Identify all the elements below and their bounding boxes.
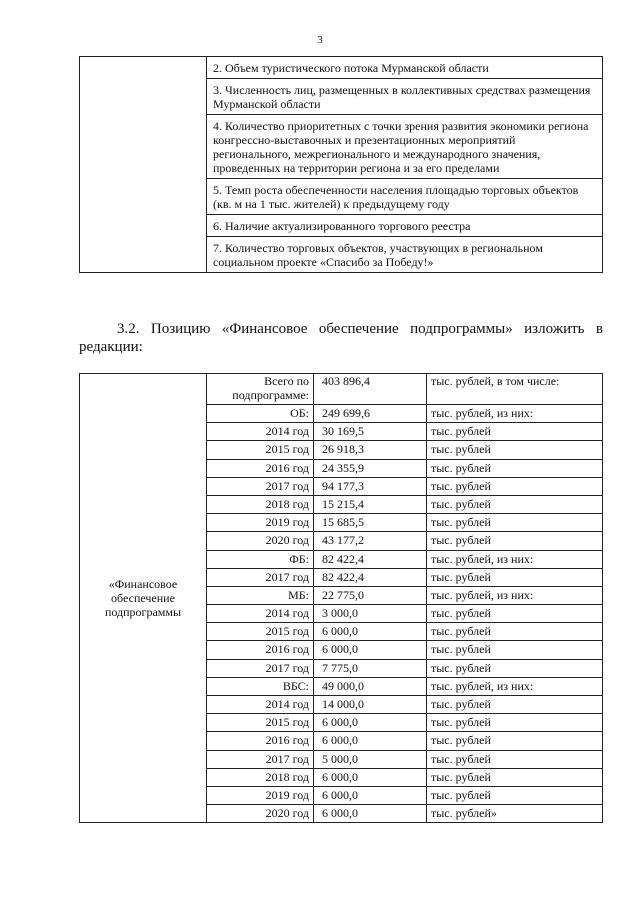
finance-amount: 3 000,0 bbox=[314, 605, 427, 623]
finance-unit: тыс. рублей bbox=[427, 750, 603, 768]
finance-period: 2018 год bbox=[207, 495, 314, 513]
section-paragraph: 3.2. Позицию «Финансовое обеспечение подпрограммы» изложить в редакции: bbox=[79, 321, 603, 355]
finance-period: 2015 год bbox=[207, 441, 314, 459]
finance-unit: тыс. рублей bbox=[427, 732, 603, 750]
finance-unit: тыс. рублей bbox=[427, 786, 603, 804]
finance-amount: 7 775,0 bbox=[314, 659, 427, 677]
finance-period: ОБ: bbox=[207, 405, 314, 423]
finance-period: ФБ: bbox=[207, 550, 314, 568]
finance-unit: тыс. рублей bbox=[427, 623, 603, 641]
finance-period: 2017 год bbox=[207, 750, 314, 768]
finance-unit: тыс. рублей bbox=[427, 514, 603, 532]
finance-period: 2014 год bbox=[207, 605, 314, 623]
indicator-text: 5. Темп роста обеспеченности населения площадью торговых объектов (кв. м на 1 тыс. жителей) к предыдущему году bbox=[207, 179, 603, 215]
finance-amount: 6 000,0 bbox=[314, 805, 427, 823]
finance-period: 2015 год bbox=[207, 714, 314, 732]
finance-unit: тыс. рублей bbox=[427, 768, 603, 786]
indicator-row bbox=[80, 57, 603, 79]
finance-period: 2016 год bbox=[207, 459, 314, 477]
finance-amount: 15 215,4 bbox=[314, 495, 427, 513]
finance-period: 2019 год bbox=[207, 514, 314, 532]
finance-row bbox=[80, 374, 603, 405]
finance-unit: тыс. рублей bbox=[427, 714, 603, 732]
finance-unit: тыс. рублей bbox=[427, 441, 603, 459]
finance-unit: тыс. рублей, в том числе: bbox=[427, 374, 603, 405]
indicator-text: 4. Количество приоритетных с точки зрения развития экономики региона конгрессно-выставочных и презентационных мероприятий регионального, межрегионального и международного значения, проведенных на территории региона и за его пределами bbox=[207, 115, 603, 179]
finance-unit: тыс. рублей, из них: bbox=[427, 677, 603, 695]
finance-amount: 249 699,6 bbox=[314, 405, 427, 423]
finance-unit: тыс. рублей bbox=[427, 495, 603, 513]
finance-amount: 15 685,5 bbox=[314, 514, 427, 532]
indicators-table bbox=[79, 56, 603, 273]
finance-unit: тыс. рублей bbox=[427, 605, 603, 623]
finance-amount: 6 000,0 bbox=[314, 732, 427, 750]
indicators-label-cell bbox=[80, 57, 207, 273]
finance-period: МБ: bbox=[207, 586, 314, 604]
finance-amount: 5 000,0 bbox=[314, 750, 427, 768]
finance-period: ВБС: bbox=[207, 677, 314, 695]
finance-amount: 43 177,2 bbox=[314, 532, 427, 550]
finance-amount: 49 000,0 bbox=[314, 677, 427, 695]
finance-period: 2018 год bbox=[207, 768, 314, 786]
finance-amount: 82 422,4 bbox=[314, 568, 427, 586]
finance-period: 2020 год bbox=[207, 532, 314, 550]
finance-unit: тыс. рублей, из них: bbox=[427, 405, 603, 423]
finance-unit: тыс. рублей bbox=[427, 423, 603, 441]
finance-period: 2016 год bbox=[207, 732, 314, 750]
finance-unit: тыс. рублей bbox=[427, 641, 603, 659]
finance-period: 2014 год bbox=[207, 423, 314, 441]
finance-amount: 30 169,5 bbox=[314, 423, 427, 441]
finance-unit: тыс. рублей bbox=[427, 459, 603, 477]
finance-amount: 22 775,0 bbox=[314, 586, 427, 604]
finance-unit: тыс. рублей bbox=[427, 477, 603, 495]
indicator-text: 3. Численность лиц, размещенных в коллективных средствах размещения Мурманской области bbox=[207, 79, 603, 115]
finance-period: 2019 год bbox=[207, 786, 314, 804]
finance-unit: тыс. рублей bbox=[427, 532, 603, 550]
finance-amount: 24 355,9 bbox=[314, 459, 427, 477]
page-number: 3 bbox=[317, 34, 323, 46]
indicator-text: 6. Наличие актуализированного торгового реестра bbox=[207, 215, 603, 237]
finance-unit: тыс. рублей bbox=[427, 696, 603, 714]
finance-label: «Финансовое обеспечение подпрограммы bbox=[80, 374, 207, 823]
finance-unit: тыс. рублей» bbox=[427, 805, 603, 823]
finance-period: 2015 год bbox=[207, 623, 314, 641]
finance-amount: 6 000,0 bbox=[314, 786, 427, 804]
finance-table bbox=[79, 373, 603, 823]
finance-amount: 82 422,4 bbox=[314, 550, 427, 568]
finance-period: 2017 год bbox=[207, 568, 314, 586]
finance-amount: 6 000,0 bbox=[314, 768, 427, 786]
finance-amount: 403 896,4 bbox=[314, 374, 427, 405]
finance-amount: 6 000,0 bbox=[314, 623, 427, 641]
finance-amount: 14 000,0 bbox=[314, 696, 427, 714]
finance-period: 2016 год bbox=[207, 641, 314, 659]
finance-period: 2020 год bbox=[207, 805, 314, 823]
finance-amount: 6 000,0 bbox=[314, 641, 427, 659]
indicator-text: 7. Количество торговых объектов, участвующих в региональном социальном проекте «Спасибо за Победу!» bbox=[207, 237, 603, 273]
finance-unit: тыс. рублей, из них: bbox=[427, 586, 603, 604]
finance-period: 2014 год bbox=[207, 696, 314, 714]
finance-amount: 26 918,3 bbox=[314, 441, 427, 459]
finance-unit: тыс. рублей bbox=[427, 568, 603, 586]
finance-amount: 94 177,3 bbox=[314, 477, 427, 495]
finance-unit: тыс. рублей bbox=[427, 659, 603, 677]
finance-amount: 6 000,0 bbox=[314, 714, 427, 732]
finance-period: 2017 год bbox=[207, 477, 314, 495]
finance-unit: тыс. рублей, из них: bbox=[427, 550, 603, 568]
finance-period: Всего по подпрограмме: bbox=[207, 374, 314, 405]
indicator-text: 2. Объем туристического потока Мурманской области bbox=[207, 57, 603, 79]
finance-period: 2017 год bbox=[207, 659, 314, 677]
